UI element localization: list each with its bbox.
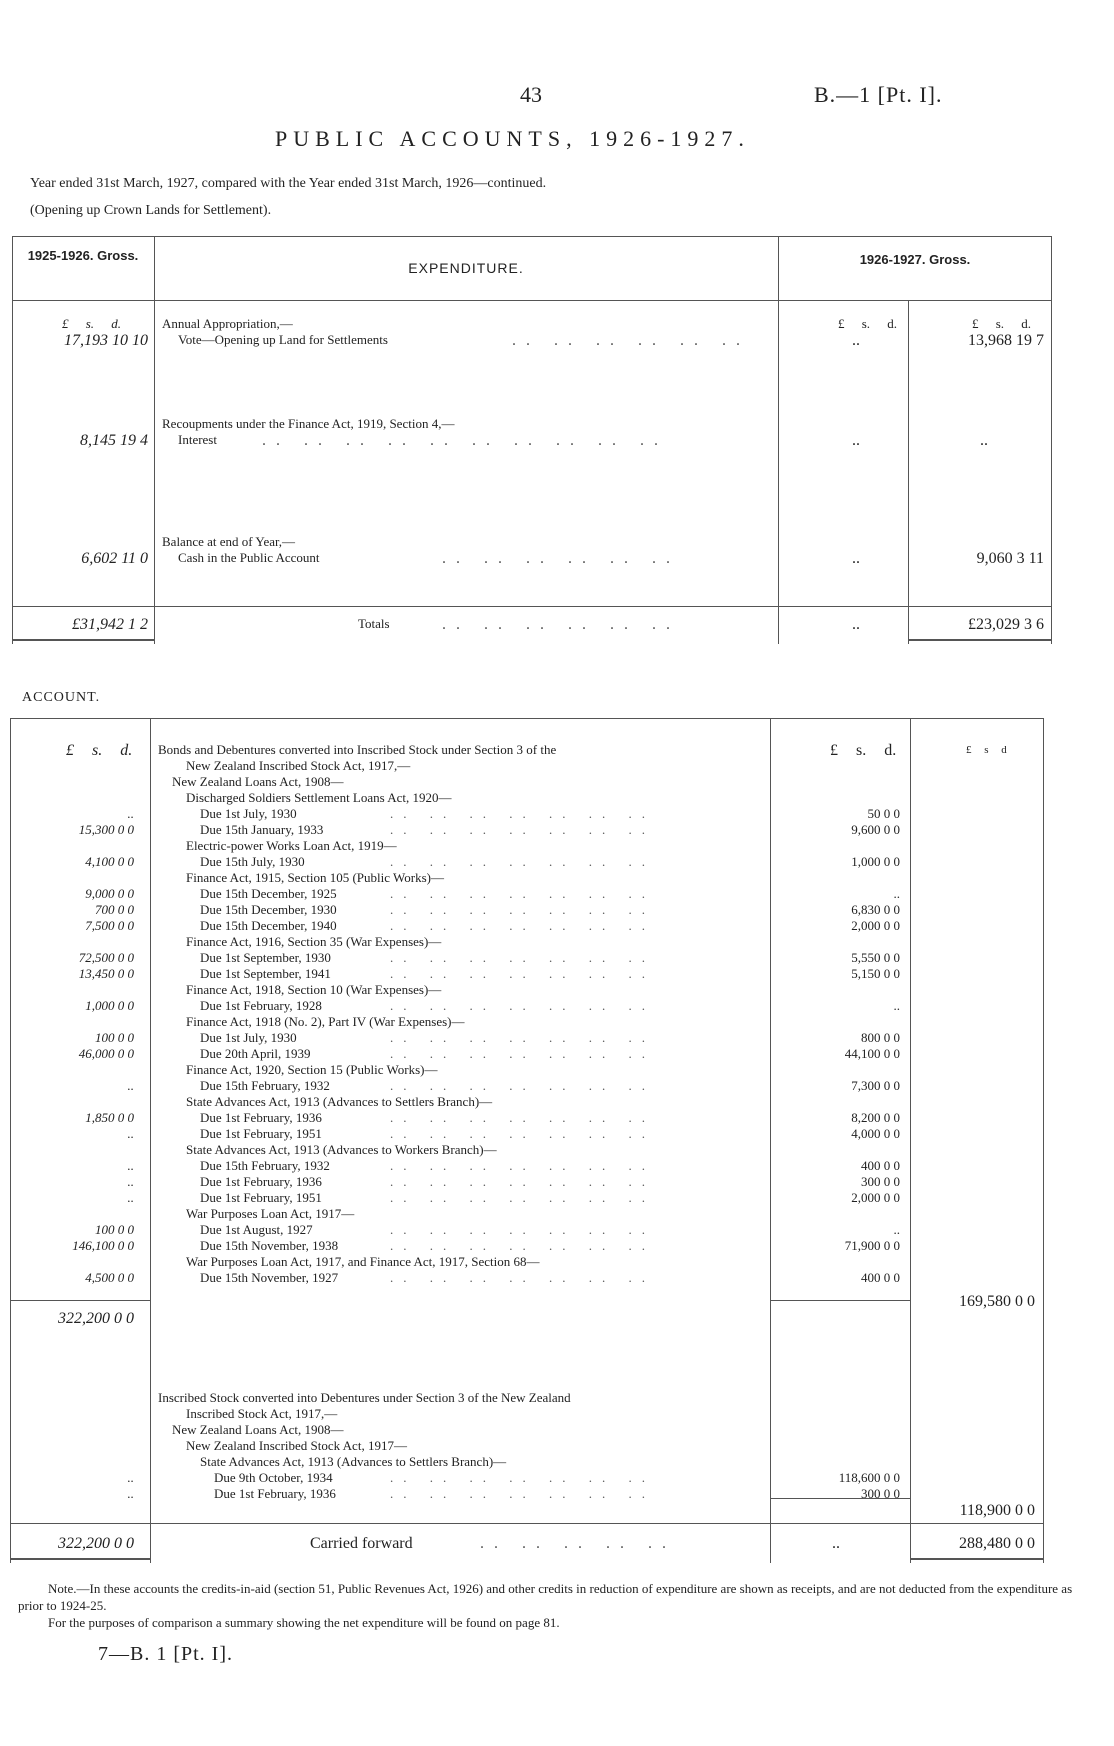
col-header-expenditure: EXPENDITURE. — [408, 260, 524, 276]
leader-dots: .. .. .. .. .. .. .. — [390, 1110, 655, 1125]
row-sublabel: Vote—Opening up Land for Settlements — [178, 332, 388, 347]
mid-amount: .. — [893, 886, 900, 901]
subtotal-right: 169,580 0 0 — [959, 1293, 1035, 1310]
account-line — [10, 982, 1044, 998]
subtotal2-right: 118,900 0 0 — [959, 1502, 1035, 1519]
prev-amount: .. — [127, 1486, 134, 1501]
line-text: Due 1st September, 1930 — [200, 950, 331, 965]
mid-amount: .. — [893, 1222, 900, 1237]
note-line-2: For the purposes of comparison a summary showing the net expenditure will be found on page 81. — [48, 1615, 560, 1630]
leader-dots: .. .. .. .. .. .. .. — [390, 806, 655, 821]
line-text: Electric-power Works Loan Act, 1919— — [186, 838, 397, 853]
line-text: New Zealand Inscribed Stock Act, 1917— — [186, 1438, 407, 1453]
line-text: Due 15th November, 1927 — [200, 1270, 339, 1285]
carried-label: Carried forward — [310, 1535, 413, 1552]
line-text: Inscribed Stock converted into Debentures under Section 3 of the New Zealand — [158, 1390, 571, 1405]
line-text: Due 1st February, 1951 — [200, 1190, 322, 1205]
line-text: New Zealand Loans Act, 1908— — [172, 774, 344, 789]
mid-amount: 5,550 0 0 — [851, 950, 900, 965]
account-heading: ACCOUNT. — [22, 690, 101, 705]
row-label: Recoupments under the Finance Act, 1919, Section 4,— — [162, 416, 455, 431]
total-prev: £31,942 1 2 — [72, 616, 148, 633]
page-number: 43 — [520, 82, 542, 107]
leader-dots: .. .. .. .. .. .. .. — [390, 1238, 655, 1253]
mid-amount: 2,000 0 0 — [851, 1190, 900, 1205]
leader-dots: .. .. .. .. .. .. .. — [390, 886, 655, 901]
account-line — [10, 966, 1044, 982]
cur-amount: 13,968 19 7 — [968, 332, 1044, 349]
leader-dots: .. .. .. .. .. .. — [442, 550, 680, 567]
account-line — [10, 1014, 1044, 1030]
account-line — [10, 934, 1044, 950]
prev-amount: 4,500 0 0 — [85, 1270, 134, 1285]
line-text: State Advances Act, 1913 (Advances to Settlers Branch)— — [200, 1454, 507, 1469]
line-text: Due 15th December, 1930 — [200, 902, 337, 917]
account-line — [10, 1110, 1044, 1126]
account-line — [10, 1158, 1044, 1174]
mid-amount: 6,830 0 0 — [851, 902, 900, 917]
account-line — [10, 1254, 1044, 1270]
leader-dots: .. .. .. .. .. .. .. .. .. .. — [262, 432, 668, 449]
line-text: Finance Act, 1918 (No. 2), Part IV (War Expenses)— — [186, 1014, 465, 1029]
line-text: Due 15th July, 1930 — [200, 854, 305, 869]
leader-dots: .. .. .. .. .. .. .. — [390, 966, 655, 981]
line-text: War Purposes Loan Act, 1917, and Finance Act, 1917, Section 68— — [186, 1254, 540, 1269]
total-cur: £23,029 3 6 — [968, 616, 1044, 633]
unit-left: £ s. d. — [62, 316, 122, 331]
line-text: Due 1st August, 1927 — [200, 1222, 313, 1237]
carried-mid: .. — [832, 1535, 840, 1552]
account-line — [10, 1190, 1044, 1206]
prev-amount: 8,145 19 4 — [80, 432, 148, 449]
prev-amount: .. — [127, 1174, 134, 1189]
subtotal-left: 322,200 0 0 — [58, 1310, 134, 1327]
line-text: Due 1st February, 1928 — [200, 998, 322, 1013]
account-line — [10, 1142, 1044, 1158]
row-sublabel: Cash in the Public Account — [178, 550, 320, 565]
mid-amount: .. — [852, 432, 860, 449]
line-text: Due 20th April, 1939 — [200, 1046, 311, 1061]
mid-amount: 1,000 0 0 — [851, 854, 900, 869]
prev-amount: 7,500 0 0 — [85, 918, 134, 933]
line-text: Finance Act, 1916, Section 35 (War Expenses)— — [186, 934, 442, 949]
account-line — [10, 742, 1044, 758]
line-text: Due 1st September, 1941 — [200, 966, 331, 981]
unit-mid: £ s. d. — [830, 742, 897, 759]
prev-amount: 1,000 0 0 — [85, 998, 134, 1013]
account-line — [10, 1486, 1044, 1502]
line-text: Due 1st February, 1936 — [200, 1174, 322, 1189]
mid-amount: 71,900 0 0 — [844, 1238, 900, 1253]
mid-amount: .. — [852, 550, 860, 567]
mid-amount: 8,200 0 0 — [851, 1110, 900, 1125]
line-text: Due 1st February, 1951 — [200, 1126, 322, 1141]
account-line — [10, 1174, 1044, 1190]
prev-amount: .. — [127, 1470, 134, 1485]
unit-right: £ s d — [966, 744, 1007, 756]
line-text: Due 15th December, 1940 — [200, 918, 337, 933]
prev-amount: 17,193 10 10 — [64, 332, 148, 349]
mid-amount: 7,300 0 0 — [851, 1078, 900, 1093]
footer-reference: 7—B. 1 [Pt. I]. — [98, 1643, 233, 1665]
totals-label: Totals — [358, 616, 390, 631]
line-text: Due 9th October, 1934 — [214, 1470, 333, 1485]
cur-amount: .. — [980, 432, 988, 449]
account-line — [10, 1438, 1044, 1454]
mid-amount: .. — [893, 998, 900, 1013]
leader-dots: .. .. .. .. .. .. .. — [390, 1470, 655, 1485]
leader-dots: .. .. .. .. .. .. — [512, 332, 750, 349]
unit-left: £ s. d. — [66, 742, 133, 759]
cur-amount: 9,060 3 11 — [976, 550, 1044, 567]
note — [18, 1580, 1098, 1631]
mid-amount: 4,000 0 0 — [851, 1126, 900, 1141]
prev-amount: 9,000 0 0 — [85, 886, 134, 901]
account-line — [10, 870, 1044, 886]
account-line — [10, 838, 1044, 854]
prev-amount: .. — [127, 1190, 134, 1205]
mid-amount: 400 0 0 — [861, 1158, 900, 1173]
leader-dots: .. .. .. .. .. .. .. — [390, 822, 655, 837]
account-line — [10, 902, 1044, 918]
document-reference: B.—1 [Pt. I]. — [814, 82, 943, 107]
prev-amount: .. — [127, 1078, 134, 1093]
line-text: New Zealand Inscribed Stock Act, 1917,— — [186, 758, 411, 773]
account-line — [10, 790, 1044, 806]
line-text: Discharged Soldiers Settlement Loans Act, 1920— — [186, 790, 452, 805]
prev-amount: .. — [127, 806, 134, 821]
prev-amount: 15,300 0 0 — [78, 822, 134, 837]
expenditure-table — [12, 236, 1052, 644]
account-line — [10, 950, 1044, 966]
account-line — [10, 806, 1044, 822]
mid-amount: 300 0 0 — [861, 1174, 900, 1189]
line-text: State Advances Act, 1913 (Advances to Workers Branch)— — [186, 1142, 497, 1157]
account-line — [10, 822, 1044, 838]
prev-amount: 1,850 0 0 — [85, 1110, 134, 1125]
row-sublabel: Interest — [178, 432, 217, 447]
line-text: State Advances Act, 1913 (Advances to Settlers Branch)— — [186, 1094, 493, 1109]
account-line — [10, 1390, 1044, 1406]
leader-dots: .. .. .. .. .. — [480, 1535, 676, 1552]
line-text: Finance Act, 1918, Section 10 (War Expenses)— — [186, 982, 442, 997]
account-line — [10, 1078, 1044, 1094]
account-line — [10, 1206, 1044, 1222]
prev-amount: .. — [127, 1158, 134, 1173]
line-text: New Zealand Loans Act, 1908— — [172, 1422, 344, 1437]
leader-dots: .. .. .. .. .. .. .. — [390, 1190, 655, 1205]
account-line — [10, 854, 1044, 870]
leader-dots: .. .. .. .. .. .. .. — [390, 1222, 655, 1237]
unit-right: £ s. d. — [972, 316, 1032, 331]
prev-amount: 4,100 0 0 — [85, 854, 134, 869]
line-text: Finance Act, 1915, Section 105 (Public Works)— — [186, 870, 444, 885]
carried-right: 288,480 0 0 — [959, 1535, 1035, 1552]
leader-dots: .. .. .. .. .. .. .. — [390, 1174, 655, 1189]
prev-amount: 700 0 0 — [95, 902, 134, 917]
line-text: Bonds and Debentures converted into Inscribed Stock under Section 3 of the — [158, 742, 557, 757]
mid-amount: 800 0 0 — [861, 1030, 900, 1045]
account-line — [10, 1046, 1044, 1062]
carried-left: 322,200 0 0 — [58, 1535, 134, 1552]
line-text: Due 15th November, 1938 — [200, 1238, 339, 1253]
account-line — [10, 886, 1044, 902]
line-text: Finance Act, 1920, Section 15 (Public Works)— — [186, 1062, 438, 1077]
mid-amount: 300 0 0 — [861, 1486, 900, 1501]
col-header-1925-1926: 1925-1926. Gross. — [27, 248, 139, 263]
mid-amount: 5,150 0 0 — [851, 966, 900, 981]
account-line — [10, 1422, 1044, 1438]
account-line — [10, 1454, 1044, 1470]
col-header-1926-1927: 1926-1927. Gross. — [859, 252, 971, 267]
line-text: Due 1st February, 1936 — [200, 1110, 322, 1125]
leader-dots: .. .. .. .. .. .. .. — [390, 1270, 655, 1285]
row-label: Balance at end of Year,— — [162, 534, 296, 549]
account-line — [10, 918, 1044, 934]
mid-amount: .. — [852, 332, 860, 349]
leader-dots: .. .. .. .. .. .. .. — [390, 918, 655, 933]
account-line — [10, 774, 1044, 790]
prev-amount: 13,450 0 0 — [78, 966, 134, 981]
account-line — [10, 1062, 1044, 1078]
account-line — [10, 1030, 1044, 1046]
leader-dots: .. .. .. .. .. .. .. — [390, 998, 655, 1013]
leader-dots: .. .. .. .. .. .. .. — [390, 1126, 655, 1141]
prev-amount: 72,500 0 0 — [78, 950, 134, 965]
leader-dots: .. .. .. .. .. .. .. — [390, 1078, 655, 1093]
line-text: Due 15th January, 1933 — [200, 822, 324, 837]
mid-amount: 50 0 0 — [867, 806, 900, 821]
line-text: Due 1st February, 1936 — [214, 1486, 336, 1501]
leader-dots: .. .. .. .. .. .. .. — [390, 950, 655, 965]
leader-dots: .. .. .. .. .. .. .. — [390, 1486, 655, 1501]
row-label: Annual Appropriation,— — [162, 316, 293, 331]
prev-amount: 46,000 0 0 — [78, 1046, 134, 1061]
account-line — [10, 1094, 1044, 1110]
leader-dots: .. .. .. .. .. .. .. — [390, 1046, 655, 1061]
line-text: Due 15th February, 1932 — [200, 1158, 330, 1173]
total-mid: .. — [852, 616, 860, 633]
line-text: Due 15th December, 1925 — [200, 886, 337, 901]
line-text: Due 1st July, 1930 — [200, 806, 297, 821]
leader-dots: .. .. .. .. .. .. .. — [390, 902, 655, 917]
leader-dots: .. .. .. .. .. .. — [442, 616, 680, 633]
unit-mid: £ s. d. — [838, 316, 898, 331]
mid-amount: 2,000 0 0 — [851, 918, 900, 933]
mid-amount: 9,600 0 0 — [851, 822, 900, 837]
subtitle: Year ended 31st March, 1927, compared with the Year ended 31st March, 1926—continued. — [30, 176, 547, 191]
leader-dots: .. .. .. .. .. .. .. — [390, 1158, 655, 1173]
account-line — [10, 1270, 1044, 1286]
account-line — [10, 998, 1044, 1014]
prev-amount: .. — [127, 1126, 134, 1141]
leader-dots: .. .. .. .. .. .. .. — [390, 1030, 655, 1045]
line-text: Inscribed Stock Act, 1917,— — [186, 1406, 338, 1421]
account-line — [10, 1222, 1044, 1238]
line-text: Due 15th February, 1932 — [200, 1078, 330, 1093]
account-line — [10, 758, 1044, 774]
account-table — [10, 718, 1044, 1563]
leader-dots: .. .. .. .. .. .. .. — [390, 854, 655, 869]
line-text: War Purposes Loan Act, 1917— — [186, 1206, 355, 1221]
line-text: Due 1st July, 1930 — [200, 1030, 297, 1045]
account-line — [10, 1126, 1044, 1142]
section-title: (Opening up Crown Lands for Settlement). — [30, 203, 272, 218]
mid-amount: 400 0 0 — [861, 1270, 900, 1285]
note-line-1: Note.—In these accounts the credits-in-aid (section 51, Public Revenues Act, 1926) and other credits in reduction of expenditure are shown as receipts, and are not deducted from the expenditure as prior to 1924-25. — [18, 1581, 1073, 1613]
account-line — [10, 1406, 1044, 1422]
page-title: PUBLIC ACCOUNTS, 1926-1927. — [275, 126, 750, 151]
account-line — [10, 1470, 1044, 1486]
mid-amount: 118,600 0 0 — [838, 1470, 900, 1485]
account-line — [10, 1238, 1044, 1254]
prev-amount: 6,602 11 0 — [81, 550, 148, 567]
prev-amount: 100 0 0 — [95, 1222, 134, 1237]
mid-amount: 44,100 0 0 — [844, 1046, 900, 1061]
prev-amount: 146,100 0 0 — [72, 1238, 134, 1253]
prev-amount: 100 0 0 — [95, 1030, 134, 1045]
